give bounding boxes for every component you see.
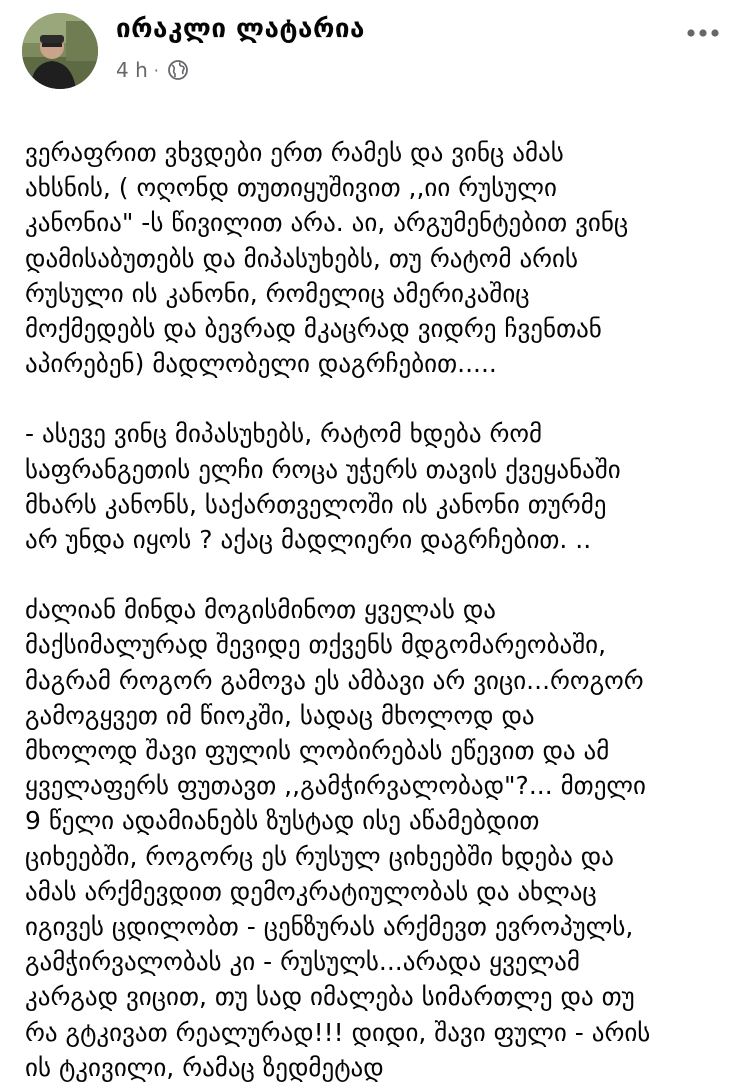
post-text-line: აპირებენ) მადლობელი დაგრჩებით..... [25, 349, 497, 379]
post-text-line: იგივეს ცდილობთ - ცენზურას არქმევთ ევროპულს, [25, 912, 634, 942]
post-text-line: რა გტკივათ რეალურად!!! დიდი, შავი ფული - არის [25, 1017, 651, 1047]
author-name[interactable]: ირაკლი ლატარია [116, 14, 365, 44]
post-text-line: დამისაბუთებს და მიპასუხებს, თუ რატომ არის [25, 243, 579, 273]
post-text-line: არ უნდა იყოს ? აქაც მადლიერი დაგრჩებით. .. [25, 525, 592, 555]
paragraph-gap [25, 557, 730, 592]
post-header [0, 0, 747, 100]
post-body [25, 100, 730, 1085]
paragraph-gap [25, 381, 730, 416]
post-text-line: - ასევე ვინც მიპასუხებს, რატომ ხდება რომ [25, 419, 543, 449]
post-text-line: ყველაფერს ფუთავთ ,,გამჭირვალობად"?... მთელი [25, 771, 646, 801]
post-text-line: 9 წელი ადამიანებს ზუსტად ისე აწამებდით [25, 806, 540, 836]
post-text-line: საფრანგეთის ელჩი როცა უჭერს თავის ქვეყანაში [25, 454, 621, 484]
post-text-line: ვერაფრით ვხვდები ერთ რამეს და ვინც ამას [25, 138, 564, 167]
meta-separator: · [153, 60, 159, 80]
post-text-line: მხოლოდ შავი ფულის ლობირებას ეწევით და ამ [25, 736, 610, 766]
post-text-line: გამჭირვალობას კი - რუსულს...არადა ყველამ [25, 947, 580, 977]
post-text-line: ახსნის, ( ოღონდ თუთიყუშივით ,,იი რუსული [25, 173, 557, 203]
post-text-line: ძალიან მინდა მოგისმინოთ ყველას და [25, 595, 496, 625]
more-options-button[interactable] [683, 18, 723, 48]
post-meta [116, 56, 189, 84]
post-paragraph-1 [25, 135, 730, 381]
globe-icon [167, 59, 189, 81]
avatar-photo [22, 13, 98, 89]
post-text-line: გამოგყვეთ იმ წიოკში, სადაც მხოლოდ და [25, 700, 535, 730]
post-text-line: რუსული ის კანონი, რომელიც ამერიკაშიც [25, 278, 530, 308]
post-paragraph-3 [25, 592, 730, 1085]
avatar[interactable] [22, 13, 98, 89]
post-paragraph-2 [25, 416, 730, 557]
post-timestamp[interactable]: 4 h [116, 58, 148, 82]
more-dots-icon [686, 28, 720, 38]
post-text-line: მაგრამ როგორ გამოვა ეს ამბავი არ ვიცი...როგორ [25, 665, 644, 695]
post-body-top-spacing [25, 100, 730, 135]
post-text-line: მხარს კანონს, საქართველოში ის კანონი თურმე [25, 489, 607, 519]
post-text-line: მოქმედებს და ბევრად მკაცრად ვიდრე ჩვენთან [25, 314, 602, 344]
post-text-line: კარგად ვიცით, თუ სად იმალება სიმართლე და თუ [25, 982, 635, 1012]
post-text-line: ამას არქმევდით დემოკრატიულობას და ახლაც [25, 876, 597, 906]
post-text-line: ის ტკივილი, რამაც ზედმეტად [25, 1052, 384, 1082]
post-text-line: კანონია" -ს წივილით არა. აი, არგუმენტებით ვინც [25, 208, 629, 238]
post-text-line: მაქსიმალურად შევიდე თქვენს მდგომარეობაში, [25, 630, 607, 660]
post-text-line: ციხეებში, როგორც ეს რუსულ ციხეებში ხდება და [25, 841, 614, 871]
